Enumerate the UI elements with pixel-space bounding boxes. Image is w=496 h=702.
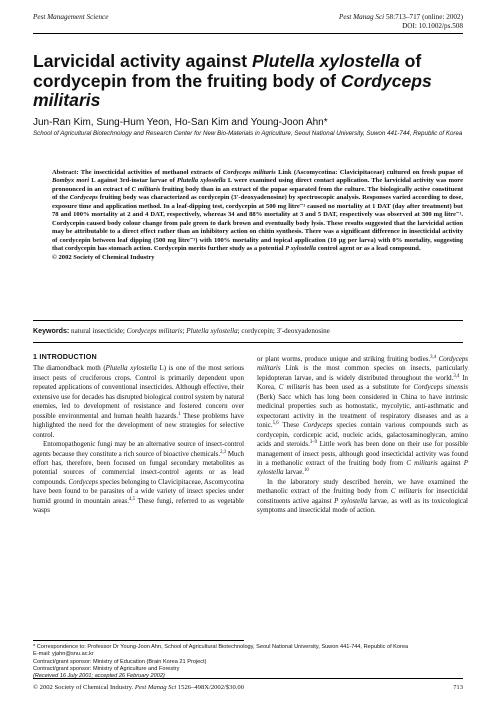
copyright-journal: Pest Manag Sci [134, 684, 177, 691]
paragraph [257, 355, 468, 478]
section-heading: 1 INTRODUCTION [33, 352, 97, 361]
paper-title [33, 52, 463, 111]
abstract-text: fruiting body was characterized as cordycepin (3′-deoxyadenosine) by spectroscopic analysis. Responses varied according to dose, exposure time and application method. In a leaf-dipping test, cordycepin at 500 mg litre⁻¹ caused no mortality at 1 DAT (day after treatment) but 78 and 100% mortality at 2 and 4 DAT, respectively, whereas 34 and 88% mortality at 3 and 5 DAT, respectively was observed at 300 mg litre⁻¹. Cordycepin caused body colour change from pale green to dark brown and eventually body lysis. These results suggested that the larvicidal action may be attributable to a direct effect rather than an inhibitory action on chitin synthesis. There was a significant difference in insecticidal activity of cordycepin between leaf dipping (500 mg litre⁻¹) with 100% mortality and topical application (10 µg per larva) with 0% mortality, suggesting that cordycepin has stomach action. Cordycepin merits further study as a potential [52, 194, 463, 253]
para-italic: C militaris [278, 383, 311, 392]
dates-note: (Received 16 July 2001; accepted 26 February 2002) [33, 673, 165, 680]
grant-note: Contract/grant sponsor: Ministry of Agriculture and Forestry [33, 665, 180, 672]
abstract-text: Link (Ascomycotina: Clavicipitaceae) cultured on fresh pupae of [275, 169, 463, 176]
title-species-2: Cordyceps militaris [33, 70, 432, 110]
para-text: In the laboratory study described herein, we have examined the methanolic extract of the fruiting body from [257, 477, 468, 496]
citation-ref: 1 [178, 411, 181, 417]
para-text: These fungi, referred to as vegetable wasps [33, 496, 244, 515]
abstract-rule [33, 320, 463, 321]
abstract-copyright: © 2002 Society of Chemical Industry [52, 253, 155, 261]
keywords [33, 327, 463, 335]
abstract-italic: C militaris [131, 185, 161, 193]
title-text-2: of cordycepin from the fruiting body of [33, 51, 422, 91]
email-note: E-mail: yjahn@snu.ac.kr [33, 651, 94, 658]
author-list: Jun-Ran Kim, Sung-Hum Yeon, Ho-San Kim and Young-Joon Ahn* [33, 117, 328, 128]
citation-ref: 3,4 [430, 355, 437, 360]
footnote-rule [33, 640, 244, 641]
paragraph [257, 478, 468, 516]
journal-name: Pest Management Science [33, 13, 109, 21]
para-text: Little work has been done on their use for possible management of insect pests, although good insecticidal activity was found in a methanolic extract of the fruiting body from [257, 440, 469, 467]
keywords-text: natural insecticide; [69, 327, 127, 335]
para-italic: Plutella xylostella [105, 364, 157, 373]
para-italic: Cordyceps militaris [257, 355, 468, 373]
abstract-italic: P xylostella [285, 245, 317, 253]
abstract [52, 169, 463, 262]
abstract-italic: Cordyceps militaris [222, 169, 276, 176]
abstract-text: fruiting body than in an extract of the pupae separated from the culture. The biologically active constituent of the [52, 185, 464, 202]
footer-rule [33, 678, 463, 679]
citation-block [339, 13, 463, 30]
right-column [257, 355, 468, 516]
keywords-text: ; [182, 327, 187, 335]
paragraph [33, 364, 244, 440]
para-text: These problems have highlighted the need for the development of new strategies for selective control. [33, 411, 244, 439]
correspondence-note: * Correspondence to: Professor Dr Young-Joon Ahn, School of Agricultural Biotechnology, Seoul National University, Suwon 441-744, Republic of Korea [33, 644, 409, 650]
abstract-text: L were examined using direct contact application. The larvicidal activity was more pronounced in an extract of [52, 177, 463, 193]
para-text: (Berk) Sacc which has long been considered in China to have intrinsic medicinal properties such as homostatic, mycolytic, anti-asthmatic and expectorant activity in the treatment of respiratory diseases and as a tonic. [257, 392, 468, 430]
keywords-rule [33, 342, 463, 343]
para-text: larvae, as well as its toxicological symptoms and insecticidal mode of action. [257, 496, 468, 515]
title-species-1: Plutella xylostella [252, 51, 400, 71]
para-text: Entomopathogenic fungi may be an alternative source of insect-control agents because they constitute a rich source of bioactive chemicals. [33, 440, 244, 458]
citation-ref: 3–9 [309, 440, 318, 446]
header-rule [33, 33, 463, 34]
doi: DOI: 10.1002/ps.508 [402, 21, 463, 30]
para-text: In Korea, [257, 373, 468, 392]
citation-line [339, 13, 463, 22]
footer-copyright [33, 684, 244, 691]
page-number: 713 [453, 684, 463, 691]
abstract-text: control agent or as a lead compound. [316, 245, 421, 253]
para-text: for insecticidal constituents active against [257, 487, 468, 505]
para-italic: Cordyceps [68, 477, 98, 486]
para-text: against [437, 458, 464, 467]
grant-note: Contract/grant sponsor: Ministry of Education (Brain Korea 21 Project) [33, 658, 207, 665]
abstract-italic: Cordyceps [69, 194, 98, 202]
affiliation: School of Agricultural Biotechnology and Research Center for New Bio-Materials in Agriculture, Seoul National University, Suwon 441-744, Republic of Korea [33, 130, 463, 137]
keywords-label: Keywords: [33, 327, 70, 335]
citation-ref: 3,4 [453, 373, 460, 379]
abstract-italic: Plutella xylostella [177, 177, 226, 185]
paragraph [33, 440, 244, 516]
para-text: or plant worms, produce unique and striking fruiting bodies. [257, 355, 431, 363]
para-text: larvae. [283, 468, 305, 477]
title-text-1: Larvicidal activity against [33, 51, 253, 71]
copyright-issn: 1526–498X/2002/$30.00 [176, 684, 244, 691]
para-italic: Cordyceps [303, 421, 333, 430]
para-text: Much effort has, therefore, been focused on fungal secondary metabolites as potential sources of commercial insect-control agents or as lead compounds. [33, 449, 245, 486]
citation-ref: 10 [304, 468, 309, 474]
para-italic: P xylostella [334, 496, 368, 505]
para-text: Link is the most common species on insects, particularly lepidopteran larvae, and is widely distributed throughout the world. [257, 364, 468, 382]
abstract-italic: Bombyx mori [52, 177, 90, 185]
para-text: The diamondback moth ( [33, 364, 106, 373]
para-italic: C militaris [390, 487, 423, 496]
footnotes [33, 644, 463, 680]
para-text: species contain various compounds such as cordycepin, cordicepic acid, nucleic acids, galactosaminoglycan, amino acids and steroids. [257, 421, 468, 449]
para-italic: P xylostella [257, 458, 468, 477]
citation-journal: Pest Manag Sci [339, 13, 385, 21]
citation-ref: 5,6 [272, 421, 279, 427]
para-text: L) is one of the most serious insect pests of cruciferous crops. Control is primarily dependent upon repeated applications of conventional insecticides. Although effective, their extensive use for decades has disrupted biological control system by natural enemies, led to development of resistance and fostered concern over possible environmental and human health hazards. [33, 364, 244, 420]
para-italic: C militaris [406, 458, 438, 467]
left-column [33, 352, 244, 516]
citation-ref: 2,3 [220, 449, 227, 455]
copyright-text: © 2002 Society of Chemical Industry. [33, 684, 135, 691]
keywords-italic: Cordyceps militaris [126, 327, 183, 335]
citation-volume: 58:713–717 (online: 2002) [384, 13, 463, 21]
para-text: has been used as a substitute for [310, 383, 414, 392]
citation-ref: 4,5 [128, 496, 135, 502]
para-text: These [278, 421, 304, 430]
keywords-text: ; cordycepin; 3′-deoxyadenosine [237, 327, 330, 335]
keywords-italic: Plutella xylostella [186, 327, 238, 335]
abstract-text: L against 3rd-instar larvae of [89, 177, 178, 185]
para-text: species belonging to Clavicipitaceae, Ascomycotina have been found to be parasites of a wide variety of insect species under humid ground in mountain areas. [33, 477, 245, 505]
para-italic: Cordyceps sinensis [413, 383, 468, 392]
abstract-text: Abstract: The insecticidal activities of methanol extracts of [52, 169, 223, 176]
